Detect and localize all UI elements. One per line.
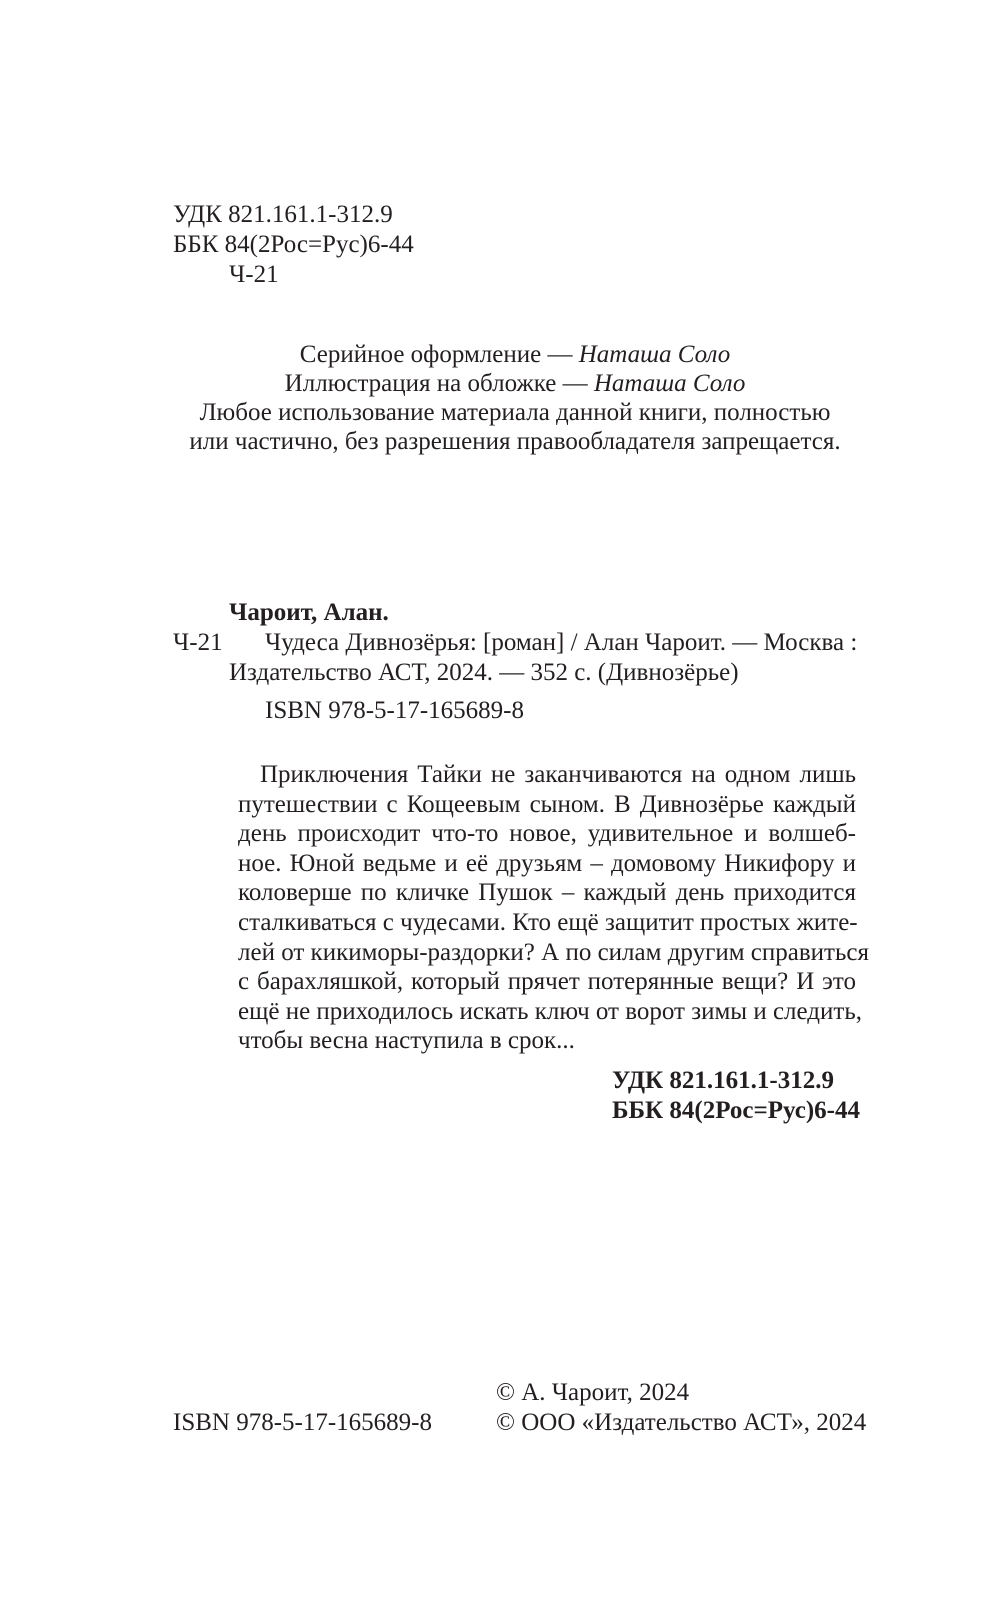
udk-code: УДК 821.161.1-312.9 bbox=[173, 201, 393, 228]
cover-illustration-label: Иллюстрация на обложке — bbox=[284, 370, 594, 397]
record-udk-code: УДК 821.161.1-312.9 bbox=[612, 1067, 834, 1094]
copyright-notice-line-2: или частично, без разрешения правообладателя запрещается. bbox=[189, 428, 841, 455]
copyright-notice-line-1: Любое использование материала данной книги, полностью bbox=[199, 399, 831, 426]
credits-block bbox=[180, 340, 850, 456]
annotation-line: коловерше по кличке Пушок – каждый день приходится bbox=[238, 879, 856, 907]
series-design-label: Серийное оформление — bbox=[299, 341, 579, 368]
annotation-line: ещё не приходилось искать ключ от ворот зимы и следить, bbox=[238, 997, 862, 1025]
annotation-text bbox=[238, 760, 869, 1056]
record-bbk-code: ББК 84(2Рос=Рус)6-44 bbox=[612, 1097, 860, 1124]
record-title-line-2: Издательство АСТ, 2024. — 352 с. (Дивнозёрье) bbox=[229, 659, 739, 686]
annotation-line: Приключения Тайки не заканчиваются на одном лишь bbox=[260, 761, 856, 788]
record-title-line-1: Чудеса Дивнозёрья: [роман] / Алан Чароит. — Москва : bbox=[265, 629, 858, 656]
annotation-line: лей от кикиморы-раздорки? А по силам другим справиться bbox=[238, 938, 869, 966]
footer-isbn: ISBN 978-5-17-165689-8 bbox=[173, 1409, 433, 1436]
series-design-credit bbox=[180, 340, 850, 369]
annotation-line: путешествии с Кощеевым сыном. В Дивнозёрье каждый bbox=[238, 790, 856, 818]
cover-illustration-credit bbox=[180, 369, 850, 398]
bbk-code: ББК 84(2Рос=Рус)6-44 bbox=[173, 231, 414, 258]
record-isbn: ISBN 978-5-17-165689-8 bbox=[265, 697, 525, 724]
record-author-mark: Ч-21 bbox=[173, 629, 223, 656]
copyright-author: © А. Чароит, 2024 bbox=[496, 1379, 690, 1406]
author-heading: Чароит, Алан. bbox=[229, 599, 389, 626]
annotation-line: сталкиваться с чудесами. Кто ещё защитит простых жите- bbox=[238, 908, 858, 936]
series-design-name: Наташа Соло bbox=[578, 341, 731, 368]
annotation-line: с барахляшкой, который прячет потерянные вещи? И это bbox=[238, 968, 856, 996]
annotation-line: ное. Юной ведьме и её друзьям – домовому Никифору и bbox=[238, 849, 856, 877]
annotation-line: день происходит что-то новое, удивительное и волшеб- bbox=[238, 820, 856, 848]
copyright-publisher: © ООО «Издательство АСТ», 2024 bbox=[496, 1409, 867, 1436]
cover-illustration-name: Наташа Соло bbox=[593, 370, 746, 397]
annotation-line: чтобы весна наступила в срок... bbox=[238, 1027, 575, 1055]
author-mark: Ч-21 bbox=[229, 261, 279, 288]
